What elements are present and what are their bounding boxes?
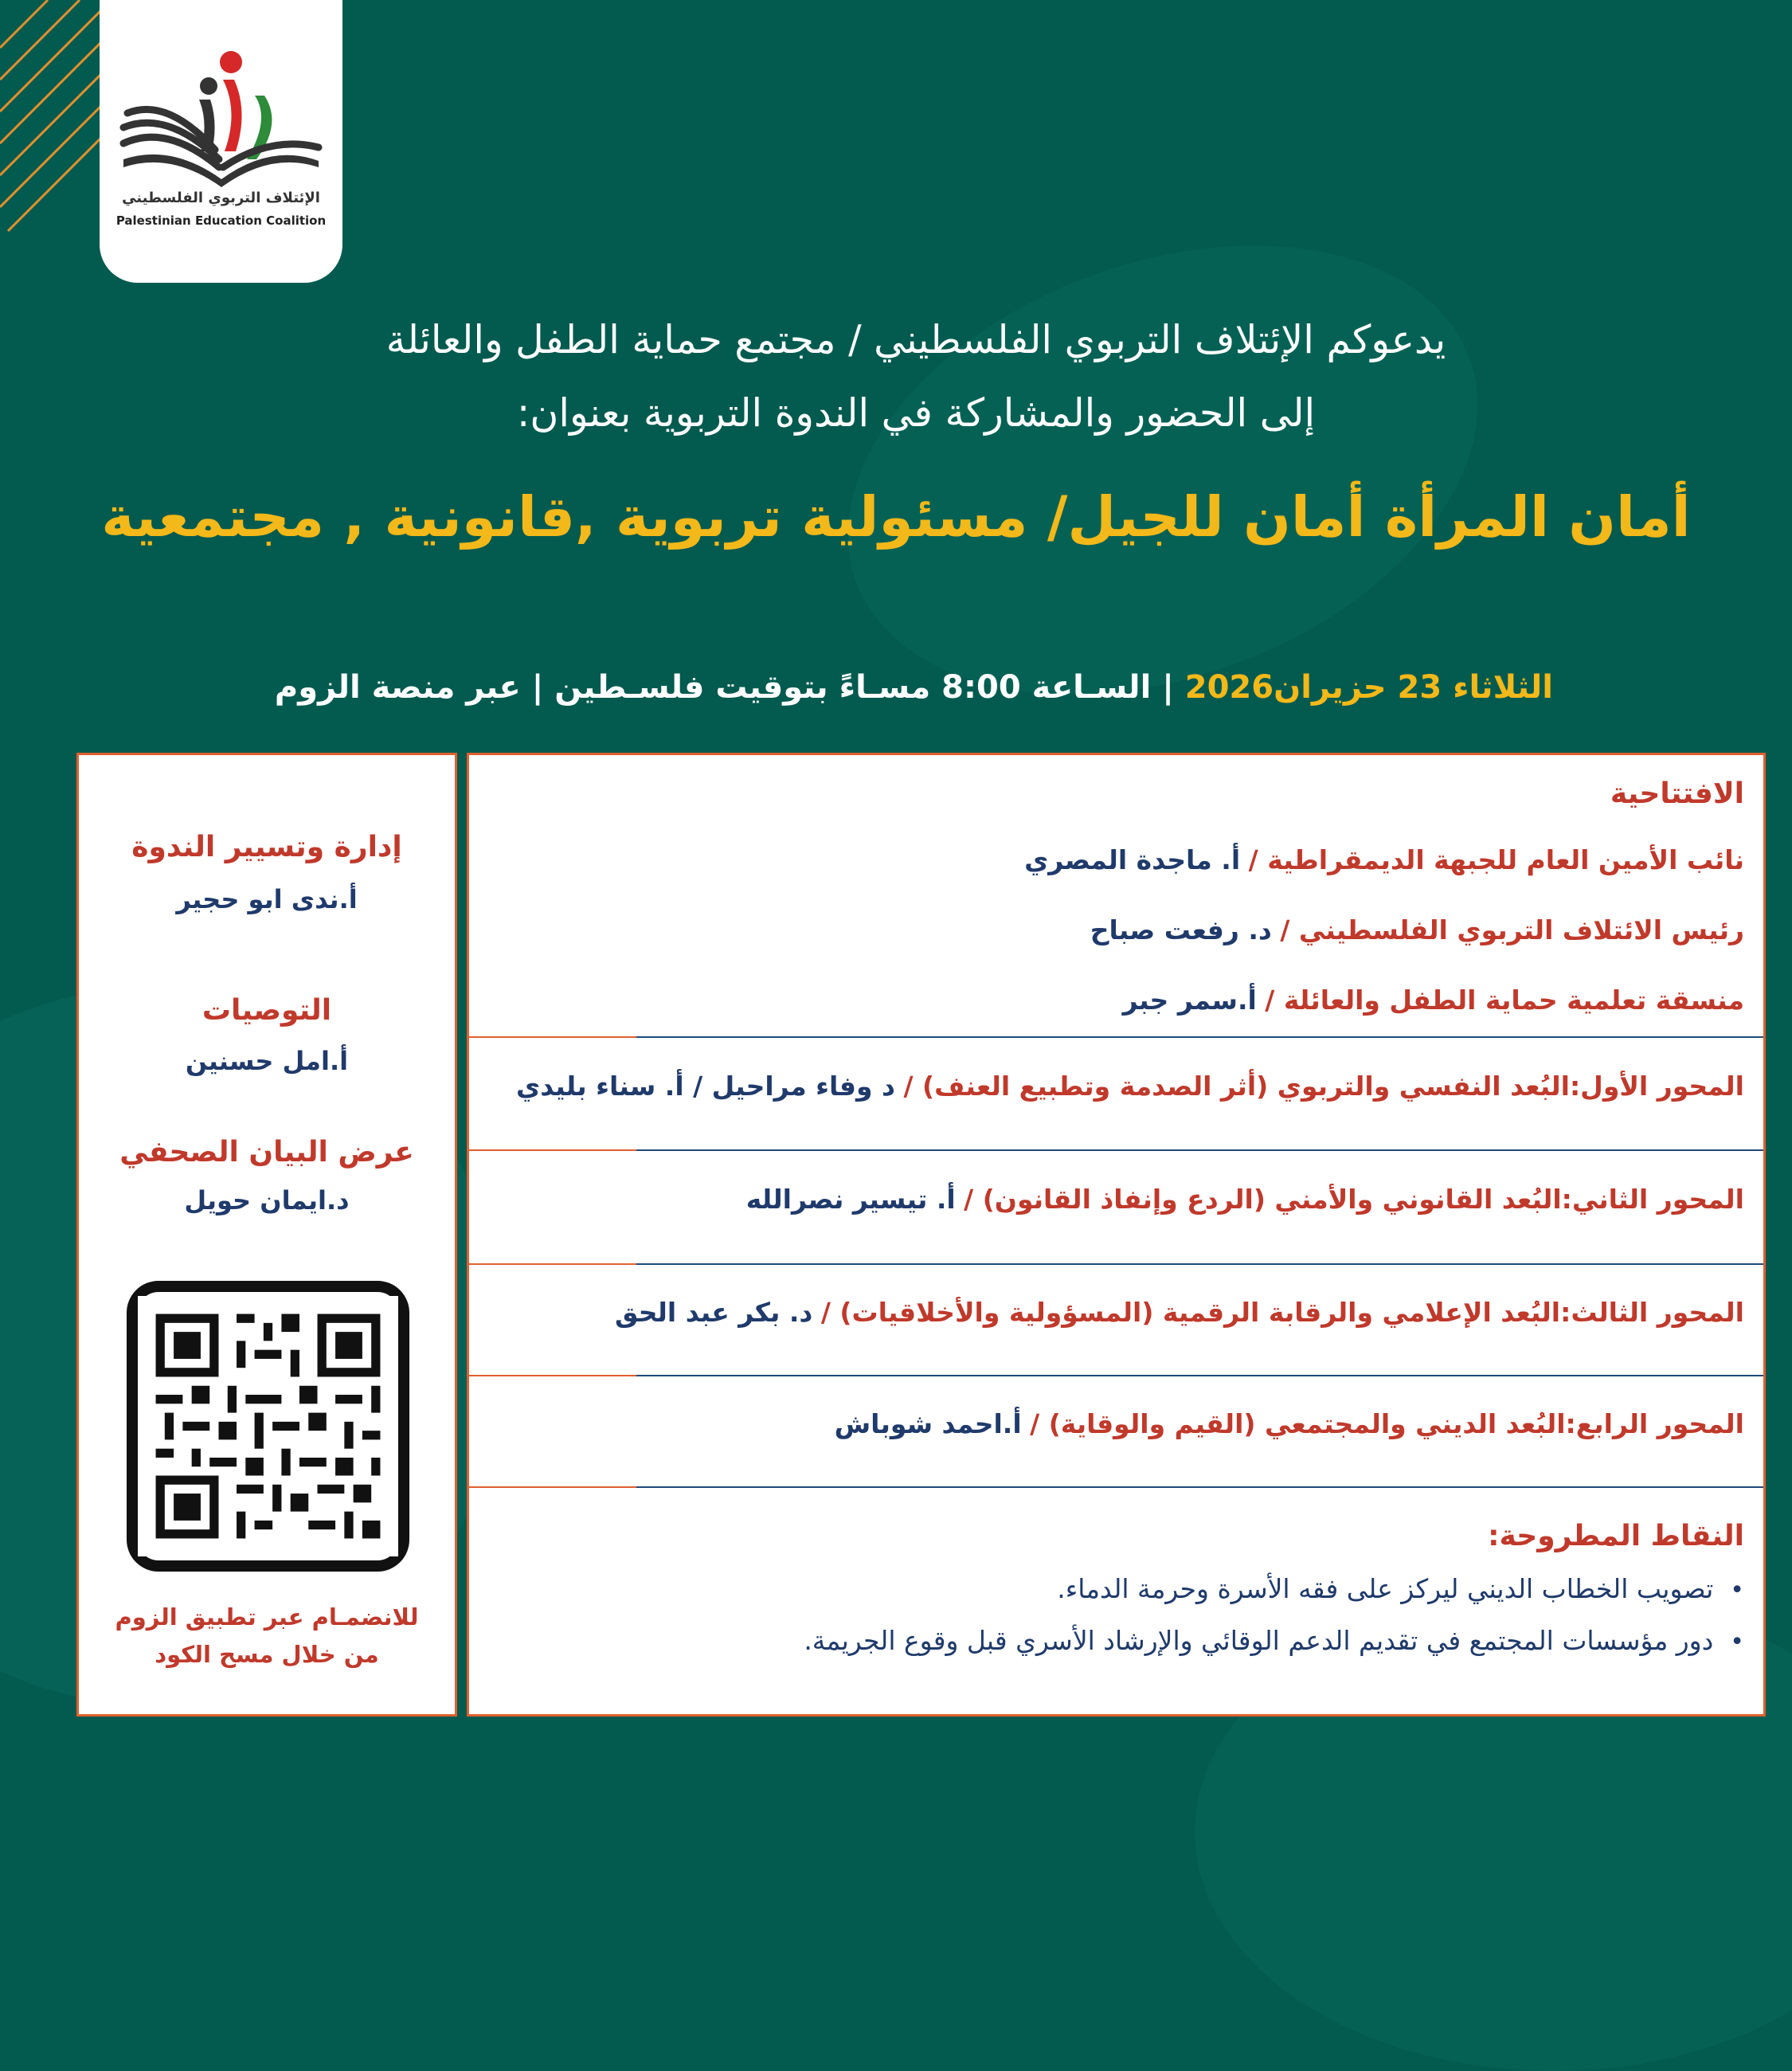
moderation-title: إدارة وتسيير الندوة [131,831,402,863]
recommendations-title: التوصيات [202,994,332,1027]
axis-row-4: المحور الرابع:البُعد الديني والمجتمعي (القيم والوقاية) / أ.احمد شوباش [834,1408,1744,1439]
logo-text-arabic: الإئتلاف التربوي الفلسطيني [122,190,320,206]
opening-speaker-2: رئيس الائتلاف التربوي الفلسطيني / د. رفعت صباح [1090,914,1744,945]
divider [469,1036,1763,1038]
opening-title: الافتتاحية [1610,777,1744,810]
opening-speaker-3: منسقة تعلمية حماية الطفل والعائلة / أ.سمر جبر [1122,985,1744,1016]
logo-card [100,0,342,283]
qr-caption-line-2: من خلال مسح الكود [155,1641,379,1668]
list-item: • دور مؤسسات المجتمع في تقديم الدعم الوقائي والإرشاد الأسري قبل وقوع الجريمة. [804,1625,1744,1656]
sidebar-box [76,753,457,1717]
axis-row-1: المحور الأول:البُعد النفسي والتربوي (أثر الصدمة وتطبيع العنف) / د وفاء مراحيل / أ. سناء بليدي [515,1071,1744,1102]
divider [469,1375,1763,1376]
event-headline: أمان المرأة أمان للجيل/ مسئولية تربوية ,قانونية , مجتمعية [101,484,1691,550]
program-box [467,753,1766,1717]
bullet-icon: • [1730,1628,1744,1656]
axis-row-3: المحور الثالث:البُعد الإعلامي والرقابة الرقمية (المسؤولية والأخلاقيات) / د. بكر عبد الحق [615,1297,1744,1328]
list-item: • تصويب الخطاب الديني ليركز على فقه الأسرة وحرمة الدماء. [1057,1573,1744,1604]
moderation-name: أ.ندى ابو حجير [176,884,358,914]
statement-name: د.ايمان حويل [184,1185,350,1216]
axis-row-2: المحور الثاني:البُعد القانوني والأمني (الردع وإنفاذ القانون) / أ. تيسير نصرالله [745,1184,1744,1215]
points-title: النقاط المطروحة: [1488,1520,1744,1552]
divider [469,1263,1763,1265]
recommendations-name: أ.امل حسنين [185,1046,349,1076]
qr-code-icon [138,1292,398,1560]
points-list [804,1573,1744,1656]
zoom-qr-code[interactable] [127,1281,409,1572]
coalition-logo-icon [119,48,323,187]
opening-speaker-1: نائب الأمين العام للجبهة الديمقراطية / أ. ماجدة المصري [1024,844,1744,875]
divider [469,1149,1763,1151]
statement-title: عرض البيان الصحفي [119,1136,414,1169]
intro-line-2: إلى الحضور والمشاركة في الندوة التربوية بعنوان: [516,390,1316,436]
event-time-platform: | السـاعة 8:00 مسـاءً بتوقيت فلسـطين | عبر منصة الزوم [274,669,1174,706]
intro-line-1: يدعوكم الإئتلاف التربوي الفلسطيني / مجتمع حماية الطفل والعائلة [385,317,1446,362]
event-dateline [275,669,1553,706]
event-date: الثلاثاء 23 حزيران2026 [1184,669,1553,706]
divider [469,1486,1763,1488]
qr-caption-line-1: للانضمـام عبر تطبيق الزوم [115,1603,419,1631]
logo-text-english: Palestinian Education Coalition [115,213,327,228]
bullet-icon: • [1730,1576,1744,1604]
